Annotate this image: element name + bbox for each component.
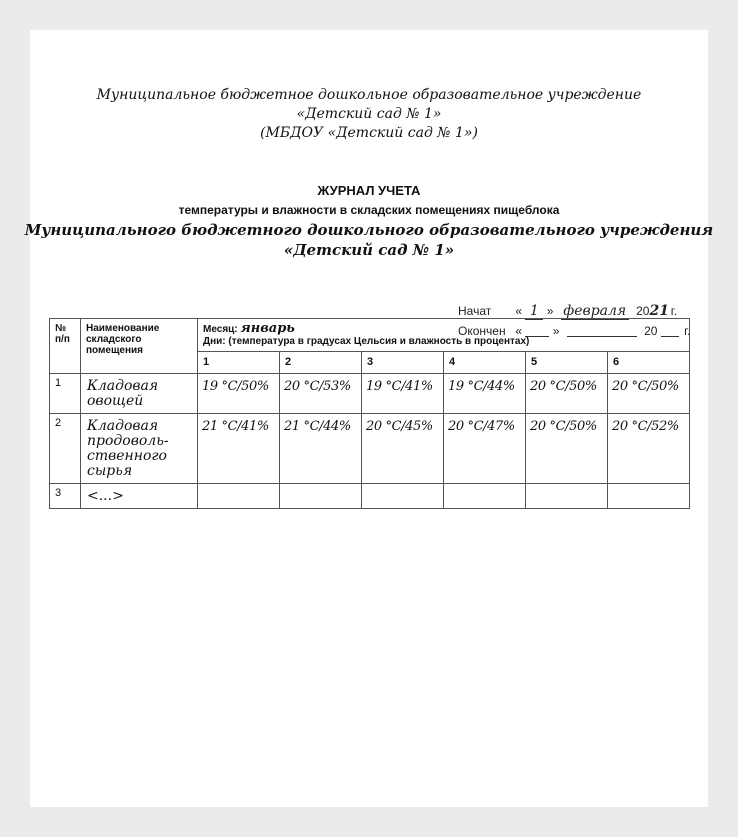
table-header-row: [50, 319, 690, 352]
reading-cell: 19 °C/50%: [198, 374, 280, 414]
row-number: 1: [50, 374, 81, 414]
journal-table: [49, 318, 690, 509]
reading-cell: [444, 484, 526, 509]
row-number: 2: [50, 414, 81, 484]
reading-cell: [198, 484, 280, 509]
reading-cell: 20 °C/50%: [608, 374, 690, 414]
table-row: [50, 484, 690, 509]
journal-subtitle: температуры и влажности в складских помещениях пищеблока: [178, 203, 560, 217]
table-row: [50, 374, 690, 414]
organization-header: [0, 86, 738, 143]
month-value: январь: [240, 321, 295, 336]
journal-org-line-2: «Детский сад № 1»: [283, 241, 455, 259]
day-header: 6: [608, 352, 690, 374]
reading-cell: 21 °C/44%: [280, 414, 362, 484]
day-header: 1: [198, 352, 280, 374]
close-quote: »: [546, 304, 554, 318]
room-name: Кладовая овощей: [81, 374, 198, 414]
document-page: [24, 30, 714, 807]
col-header-room: Наименование складского помещения: [81, 319, 198, 374]
reading-cell: 20 °C/50%: [526, 414, 608, 484]
table-row: [50, 414, 690, 484]
reading-cell: 20 °C/47%: [444, 414, 526, 484]
open-quote: «: [515, 324, 523, 338]
day-header: 3: [362, 352, 444, 374]
days-label: Дни: (температура в градусах Цельсия и влажность в процентах): [203, 336, 530, 347]
ended-label: Окончен: [458, 324, 506, 338]
ended-year-prefix: 20: [644, 324, 658, 338]
org-name-line-3: (МБДОУ «Детский сад № 1»): [260, 125, 478, 141]
reading-cell: 19 °C/44%: [444, 374, 526, 414]
row-number: 3: [50, 484, 81, 509]
reading-cell: [526, 484, 608, 509]
started-year-prefix: 20: [636, 304, 650, 318]
room-name: Кладовая продоволь-ственного сырья: [81, 414, 198, 484]
reading-cell: [362, 484, 444, 509]
day-header: 4: [444, 352, 526, 374]
reading-cell: [608, 484, 690, 509]
col-header-num: № п/п: [50, 319, 81, 374]
org-name-line-2: «Детский сад № 1»: [296, 106, 442, 122]
reading-cell: 20 °C/53%: [280, 374, 362, 414]
started-month: февраля: [561, 304, 629, 320]
ended-year-abbr: г.: [684, 324, 691, 338]
month-label: Месяц:: [203, 324, 238, 335]
close-quote: »: [552, 324, 560, 338]
day-header: 5: [526, 352, 608, 374]
started-year-abbr: г.: [670, 304, 678, 318]
journal-heading: [0, 182, 738, 260]
journal-title: ЖУРНАЛ УЧЕТА: [317, 183, 421, 198]
reading-cell: 21 °C/41%: [198, 414, 280, 484]
day-header: 2: [280, 352, 362, 374]
month-header: [198, 319, 690, 352]
reading-cell: 19 °C/41%: [362, 374, 444, 414]
open-quote: «: [515, 304, 523, 318]
reading-cell: 20 °C/50%: [526, 374, 608, 414]
reading-cell: [280, 484, 362, 509]
started-year-suffix: 21: [649, 303, 669, 319]
started-label: Начат: [458, 304, 492, 318]
org-name-line-1: Муниципальное бюджетное дошкольное образовательное учреждение: [96, 87, 642, 103]
journal-org-line-1: Муниципального бюджетного дошкольного образовательного учреждения: [24, 221, 714, 239]
reading-cell: 20 °C/52%: [608, 414, 690, 484]
started-day: 1: [525, 304, 543, 320]
room-name: <...>: [81, 484, 198, 509]
reading-cell: 20 °C/45%: [362, 414, 444, 484]
